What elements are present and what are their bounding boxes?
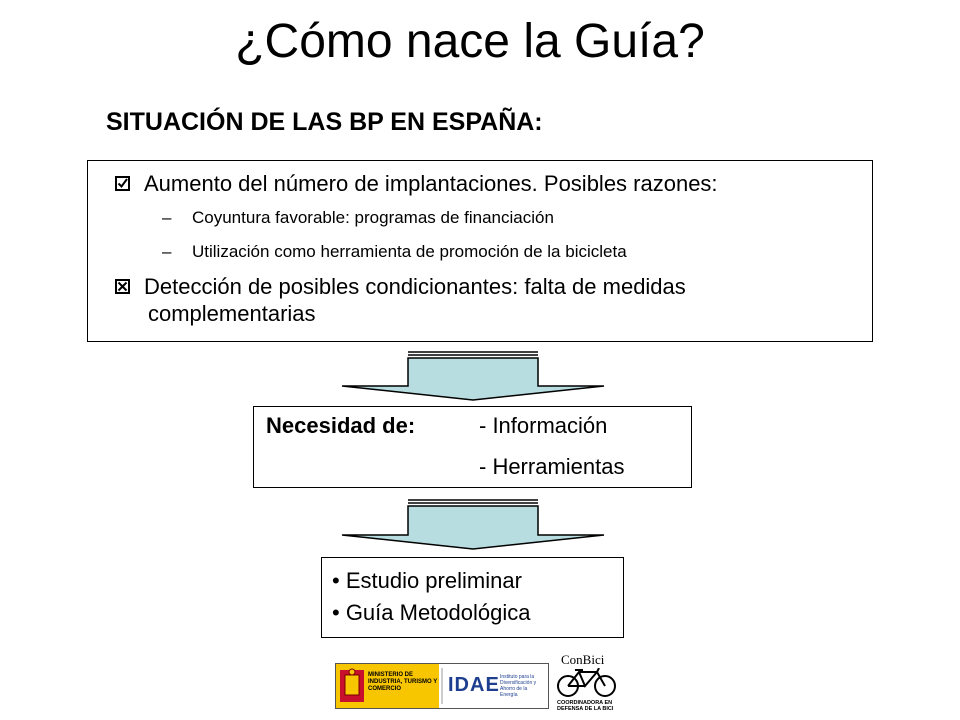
sub-dash: – xyxy=(162,208,172,227)
point-constraints-cont: complementarias xyxy=(148,301,316,326)
checked-box-icon xyxy=(115,176,130,191)
idae-subtitle: Instituto para la Diversificación y Ahorro de la Energía xyxy=(500,674,537,698)
down-arrow-icon xyxy=(340,499,606,551)
point-increase: Aumento del número de implantaciones. Posibles razones: xyxy=(144,171,718,196)
point-constraints: Detección de posibles condicionantes: falta de medidas xyxy=(144,274,686,299)
necessity-tools: - Herramientas xyxy=(479,454,625,479)
page-title: ¿Cómo nace la Guía? xyxy=(235,15,705,68)
necessity-label: Necesidad de: xyxy=(266,413,416,438)
result-methodological-guide: • Guía Metodológica xyxy=(332,600,531,625)
necessity-information: - Información xyxy=(479,413,608,438)
sub-point-funding: Coyuntura favorable: programas de financiación xyxy=(192,208,554,227)
sub-point-promotion: Utilización como herramienta de promoción de la bicicleta xyxy=(192,242,627,261)
down-arrow-icon xyxy=(340,351,606,401)
conbici-wordmark: ConBici xyxy=(561,652,605,667)
bicycle-icon xyxy=(555,668,619,698)
sub-dash: – xyxy=(162,242,172,261)
situation-box xyxy=(87,160,873,342)
idae-wordmark: IDAE xyxy=(448,674,500,696)
ministry-name: MINISTERIO DE INDUSTRIA, TURISMO Y COMERCIO xyxy=(368,672,438,692)
x-box-icon xyxy=(115,279,130,294)
conbici-subtitle: COORDINADORA EN DEFENSA DE LA BICI xyxy=(557,700,614,712)
conbici-logo xyxy=(553,652,621,716)
necessity-box xyxy=(253,406,692,488)
results-box xyxy=(321,557,624,638)
section-heading: SITUACIÓN DE LAS BP EN ESPAÑA: xyxy=(106,108,543,136)
ministry-idae-logo xyxy=(335,663,549,709)
result-preliminary-study: • Estudio preliminar xyxy=(332,568,522,593)
